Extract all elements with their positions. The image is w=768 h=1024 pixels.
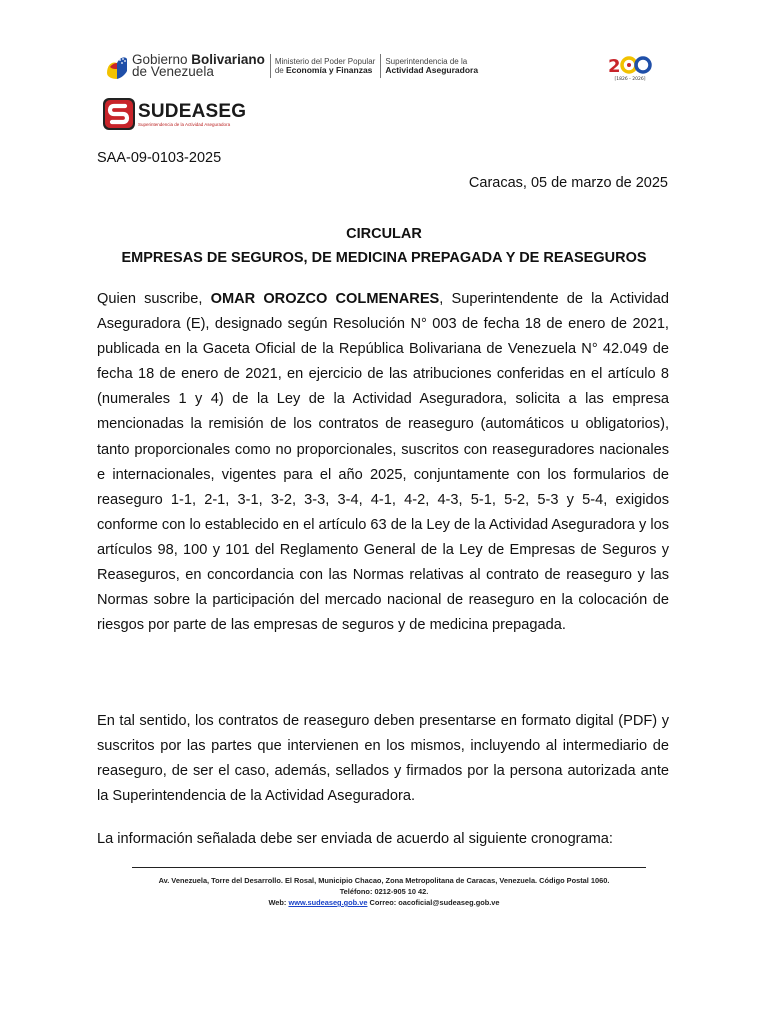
superintendency-label <box>385 57 478 75</box>
footer-address: Av. Venezuela, Torre del Desarrollo. El Rosal, Municipio Chacao, Zona Metropolitana de Caracas, Venezuela. Código Postal 1060. <box>158 876 610 885</box>
paragraph-1 <box>97 287 669 638</box>
paragraph-3: La información señalada debe ser enviada de acuerdo al siguiente cronograma: <box>97 831 613 847</box>
header-divider <box>270 54 271 78</box>
svg-text:2: 2 <box>608 56 621 77</box>
sudeaseg-logo <box>102 97 246 131</box>
footer-contact <box>0 898 768 907</box>
ministry-line2-bold: Economía y Finanzas <box>285 65 373 75</box>
brand-tagline: Superintendencia de la Actividad Aseguradora <box>138 121 231 127</box>
svg-text:[1826 - 2026]: [1826 - 2026] <box>614 77 646 82</box>
footer-web-label: Web: <box>268 898 289 907</box>
reference-number: SAA-09-0103-2025 <box>97 150 222 166</box>
government-logo <box>104 50 478 82</box>
government-emblem-icon <box>104 51 130 81</box>
ministry-line2-prefix: de <box>274 66 286 75</box>
gov-line1-prefix: Gobierno <box>132 52 192 67</box>
gov-line2: de Venezuela <box>132 64 214 79</box>
gov-line1-bold: Bolivariano <box>191 52 265 67</box>
sudeaseg-s-mark-icon <box>102 97 136 131</box>
document-subtitle: EMPRESAS DE SEGUROS, DE MEDICINA PREPAGADA Y DE REASEGUROS <box>121 250 647 266</box>
paragraph-1-intro: Quien suscribe, <box>97 291 211 307</box>
document-title: CIRCULAR <box>346 226 422 242</box>
paragraph-2: En tal sentido, los contratos de reaseguro deben presentarse en formato digital (PDF) y suscritos por las partes que intervienen en los mismos, incluyendo al intermediario de reaseguro, de ser el caso, además, sellados y firmados por la persona autorizada ante la Superintendencia de la Actividad Aseguradora. <box>97 713 669 805</box>
ministry-line1: Ministerio del Poder Popular <box>274 57 376 66</box>
signer-name: OMAR OROZCO COLMENARES <box>210 291 440 307</box>
brand-name: SUDEASEG <box>138 100 247 122</box>
ministry-label <box>275 57 376 75</box>
document-date: Caracas, 05 de marzo de 2025 <box>468 175 668 191</box>
header-divider <box>380 54 381 78</box>
footer-phone: Teléfono: 0212-905 10 42. <box>339 887 429 896</box>
website-link[interactable]: www.sudeaseg.gob.ve <box>288 898 368 907</box>
footer-email: Correo: oacoficial@sudeaseg.gob.ve <box>367 898 500 907</box>
supint-line1: Superintendencia de la <box>385 57 468 66</box>
footer-divider <box>132 867 646 868</box>
supint-line2: Actividad Aseguradora <box>385 65 479 75</box>
anniversary-logo <box>604 52 656 82</box>
paragraph-1-body: , Superintendente de la Actividad Aseguradora (E), designado según Resolución N° 003 de fecha 18 de enero de 2021, publicada en la Gaceta Oficial de la República Bolivariana de Venezuela N° 42.049 de fecha 18 de enero de 2021, en ejercicio de las atribuciones conferidas en el artículo 8 (numerales 1 y 4) de la Ley de la Actividad Aseguradora, solicita a las empresa mencionadas la remisión de los contratos de reaseguro (automáticos u obligatorios), tanto proporcionales como no proporcionales, suscritos con reaseguradores nacionales e internacionales, vigentes para el año 2025, conjuntamente con los formularios de reaseguro 1-1, 2-1, 3-1, 3-2, 3-3, 3-4, 4-1, 4-2, 4-3, 5-1, 5-2, 5-3 y 5-4, exigidos conforme con lo establecido en el artículo 63 de la Ley de la Actividad Aseguradora y los artículos 98, 100 y 101 del Reglamento General de la Ley de Empresas de Seguros y Reaseguros, en concordancia con las Normas relativas al contrato de reaseguro y las Normas sobre la participación del mercado nacional de reaseguro en la colocación de riesgos por parte de las empresas de seguros y de medicina prepagada. <box>97 291 669 634</box>
